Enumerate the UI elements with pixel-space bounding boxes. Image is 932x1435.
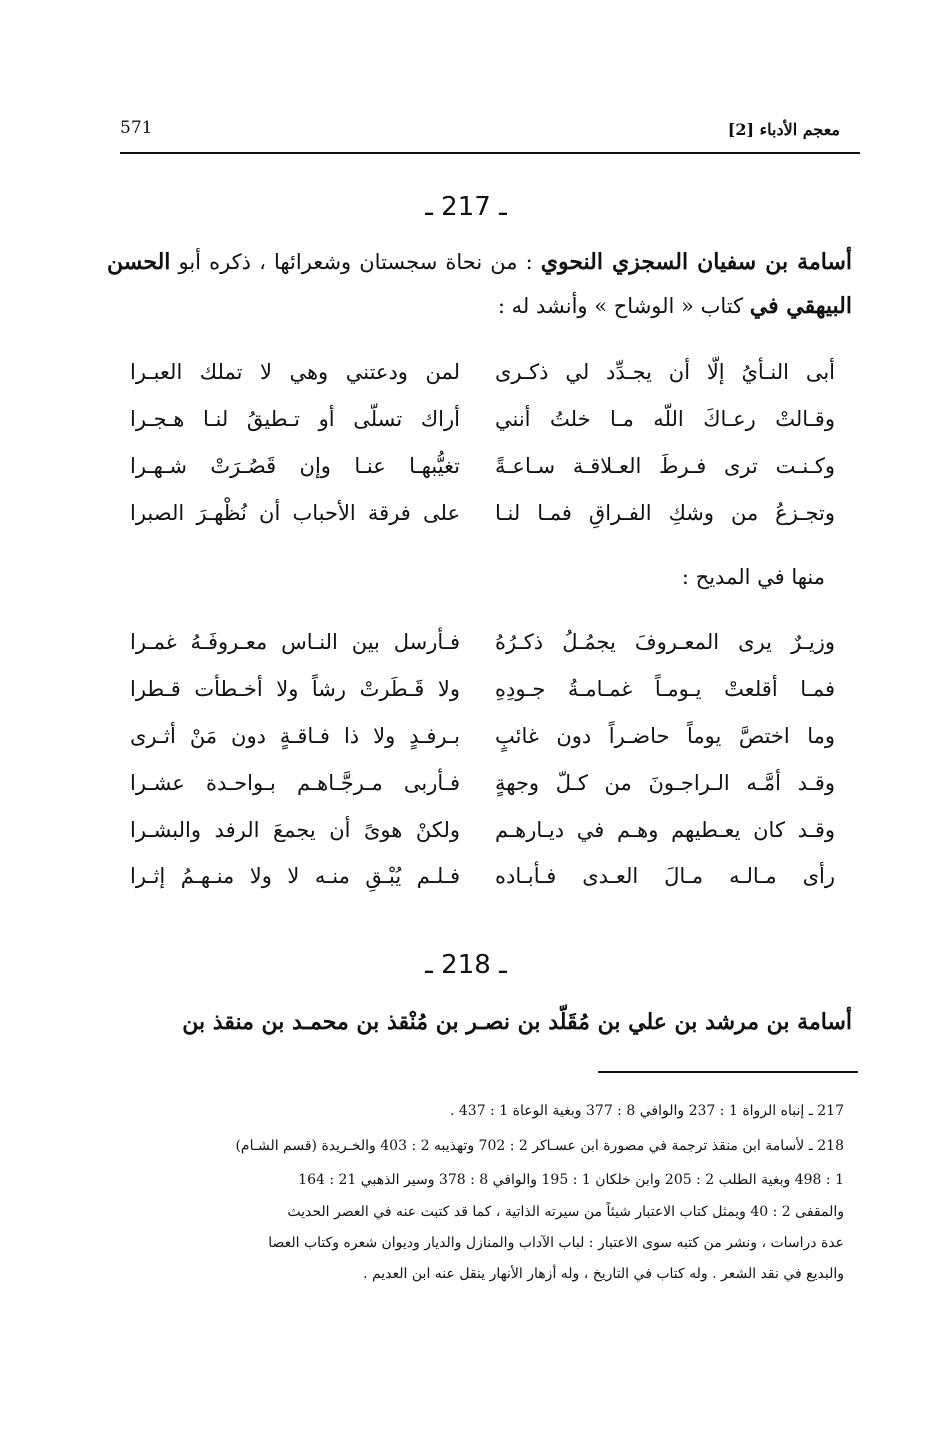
entry-217-bio-text-1: : من نحاة سجستان وشعرائها ، ذكره أبو [178,250,533,274]
verse-first-hemistich: رأى مـالـه مـالَ العـدى فـأبـاده [495,864,835,888]
page-number: 571 [120,118,153,138]
entry-number-217: ـ 217 ـ [425,192,507,222]
entry-217-bio-text-2: كتاب « الوشاح » وأنشد له : [497,294,744,318]
entry-217-bio-bold-2: الحسن البيهقي في [107,249,852,319]
verse-first-hemistich: وقـد أمَّـه الـراجـونَ من كـلّ وجهةٍ [495,771,835,795]
verse-line [0,399,932,451]
verse-first-hemistich: وما اختصَّ يوماً حاضـراً دون غائبٍ [495,724,835,748]
footnote-rule [598,1071,858,1073]
verse-second-hemistich: فـأربى مـرجَّـاهـم بـواحـدة عشـرا [130,771,460,795]
verse-line [0,622,932,674]
verse-first-hemistich: أبى النـأيُ إلّا أن يجـدِّد لي ذكـرى [495,360,835,384]
verse-line [0,669,932,721]
verse-line [0,810,932,862]
verse-second-hemistich: ولا قَـطَرتْ رشاً ولا أخـطأت قـطرا [130,677,460,701]
footnote-218-line: 218 ـ لأسامة ابن منقذ ترجمة في مصورة ابن عسـاكر 2 : 702 وتهذيبه 2 : 403 والخـريدة (قسم الشـام) [235,1138,844,1154]
verse-line [0,716,932,768]
footnote-218-line: 1 : 498 وبغية الطلب 2 : 205 وابن خلكان 1 : 195 والوافي 8 : 378 وسير الذهبي 21 : 164 [298,1172,844,1188]
running-header-title: معجم الأدباء [2] [727,120,840,139]
verse-second-hemistich: فـأرسل بين النـاس معـروفَـهُ غمـرا [130,630,460,654]
verse-second-hemistich: على فرقة الأحباب أن نُظْهـرَ الصبرا [130,501,460,525]
verse-line [0,446,932,498]
verse-second-hemistich: لمن ودعتني وهي لا تملك العبـرا [130,360,460,384]
header-rule [120,152,860,154]
verse-line [0,493,932,545]
verse-first-hemistich: وكـنـت ترى فـرطَ العـلاقـة سـاعـةً [495,454,835,478]
verse-second-hemistich: أراك تسلّى أو تـطيقُ لنـا هـجـرا [130,407,460,431]
verse-second-hemistich: فـلـم يُبْـقِ منـه لا ولا منـهـمُ إثـرا [130,864,460,888]
verse-first-hemistich: وقـد كان يعـطيهم وهـم في ديـارهـم [495,818,835,842]
verse-subheading: منها في المديح : [681,565,825,589]
footnote-218-line: عدة دراسات ، ونشر من كتبه سوى الاعتبار : لباب الآداب والمنازل والديار وديوان شعره وكتاب العصا [268,1235,844,1251]
verse-second-hemistich: بـرفـدٍ ولا ذا فـاقـةٍ دون مَنْ أثـرى [130,724,460,748]
footnote-217: 217 ـ إنباه الرواة 1 : 237 والوافي 8 : 377 وبغية الوعاة 1 : 437 . [449,1103,844,1119]
verse-second-hemistich: ولكنْ هوىً أن يجمعَ الرفد والبشـرا [130,818,460,842]
verse-second-hemistich: تغيُّبهـا عنـا وإن قَصُـرَتْ شـهـرا [130,454,460,478]
entry-number-218: ـ 218 ـ [425,950,507,980]
footnote-218-line: والمقفى 2 : 40 ويمثل كتاب الاعتبار شيئاً من سيرته الذاتية ، كما قد كتبت عنه في العصر الحديث [287,1204,844,1220]
entry-218-bio [107,1000,852,1044]
verse-first-hemistich: وقـالتْ رعـاكَ اللّه مـا خلتُ أنني [495,407,835,431]
entry-218-name: أسامة بن مرشد بن علي بن مُقَلّد بن نصـر بن مُنْقذ بن محمـد بن منقذ بن [182,1009,852,1035]
verse-first-hemistich: وتجـزعُ من وشكِ الفـراقِ فمـا لنـا [495,501,835,525]
verse-line [0,352,932,404]
footnote-218-line: والبديع في نقد الشعر . وله كتاب في التاريخ ، وله أزهار الأنهار ينقل عنه ابن العديم . [363,1266,844,1282]
verse-first-hemistich: وزيـرٌ يرى المعـروفَ يجمُـلُ ذكـرُهُ [495,630,835,654]
entry-217-name: أسامة بن سفيان السجزي النحوي [540,249,853,275]
verse-line [0,763,932,815]
verse-line [0,856,932,908]
verse-first-hemistich: فمـا أقلعتْ يـومـاً غمـامـةُ جـودِهِ [495,677,835,701]
entry-217-bio [107,240,852,328]
